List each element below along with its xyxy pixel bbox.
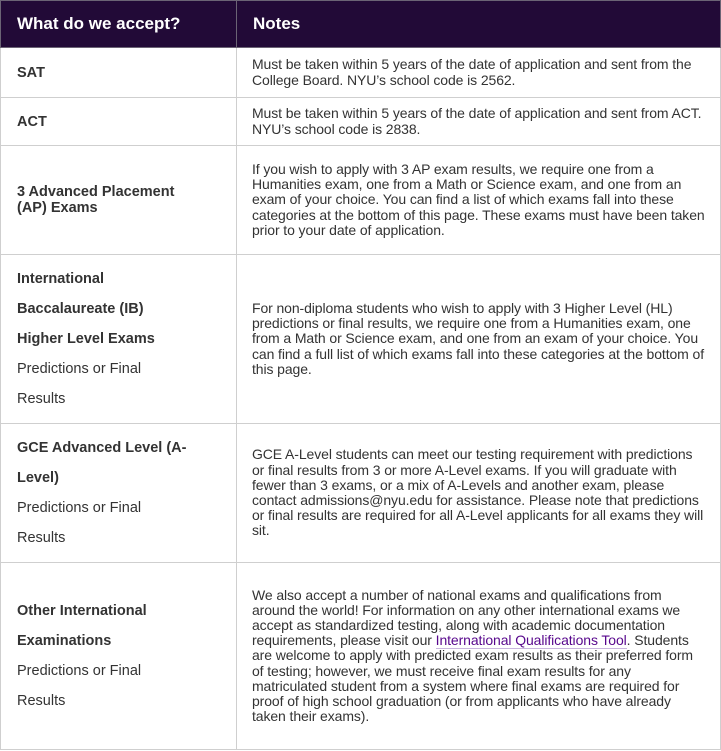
exam-note: Must be taken within 5 years of the date of application and sent from ACT. NYU’s school code is 2838. [237,98,721,146]
exam-name-line: Examinations [17,633,112,649]
exam-subtitle-line: Predictions or Final [17,500,142,516]
exam-name-line: (AP) Exams [17,200,98,216]
exam-name-line: Level) [17,470,59,486]
exam-note: For non-diploma students who wish to apply with 3 Higher Level (HL) predictions or final results, we require one from a Humanities exam, one from a Math or Science exam, and one from an exam of your choice. You can find a full list of which exams fall into these categories at the bottom of this page. [237,255,721,424]
table-row-sat [1,48,721,98]
exam-note [237,563,721,750]
international-qualifications-tool-link[interactable]: International Qualifications Tool [435,632,627,649]
exam-name-cell [1,146,237,255]
note-text-before-link: We also accept a number of national exams and qualifications from around the world! For information on any other international exams we accept as standardized testing, along with academic documentation requirements, please visit our [252,586,681,649]
header-what-we-accept: What do we accept? [1,1,237,48]
exam-name-cell [1,424,237,563]
exam-note: GCE A-Level students can meet our testing requirement with predictions or final results from 3 or more A-Level exams. If you will graduate with fewer than 3 exams, or a mix of A-Levels and another exam, please contact admissions@nyu.edu for assistance. Please note that predictions or final results are required for all A-Level applicants for all exams they will sit. [237,424,721,563]
note-text-after-link: . Students are welcome to apply with predicted exam results as their preferred form of testing; however, we must receive final exam results for any matriculated student from a system where final exams are required for proof of high school graduation (or from applicants who have already taken their exams). [252,632,693,725]
exam-name-cell [1,563,237,750]
exam-name: SAT [17,64,45,81]
exam-name-line: International [17,271,105,287]
exam-subtitle-line: Results [17,391,66,407]
exam-subtitle-line: Results [17,693,66,709]
exam-note: Must be taken within 5 years of the date of application and sent from the College Board. NYU’s school code is 2562. [237,48,721,98]
exam-subtitle-line: Results [17,530,66,546]
exam-name-cell [1,255,237,424]
header-notes: Notes [237,1,721,48]
exam-name-line: 3 Advanced Placement [17,184,175,200]
table-row-ap [1,146,721,255]
exam-name-line: Higher Level Exams [17,331,155,347]
exam-name-line: Baccalaureate (IB) [17,301,144,317]
exam-name-cell [1,48,237,98]
table-row-ib [1,255,721,424]
table-row-gce [1,424,721,563]
table-row-act [1,98,721,146]
exam-subtitle-line: Predictions or Final [17,361,142,377]
exam-subtitle-line: Predictions or Final [17,663,142,679]
exam-name: ACT [17,113,47,130]
table-header-row [1,1,721,48]
table-row-other-international [1,563,721,750]
exam-note: If you wish to apply with 3 AP exam results, we require one from a Humanities exam, one from a Math or Science exam, and one from an exam of your choice. You can find a list of which exams fall into these categories at the bottom of this page. These exams must have been taken prior to your date of application. [237,146,721,255]
exam-name-cell [1,98,237,146]
exam-name-line: Other International [17,603,147,619]
exam-name-line: GCE Advanced Level (A- [17,440,187,456]
